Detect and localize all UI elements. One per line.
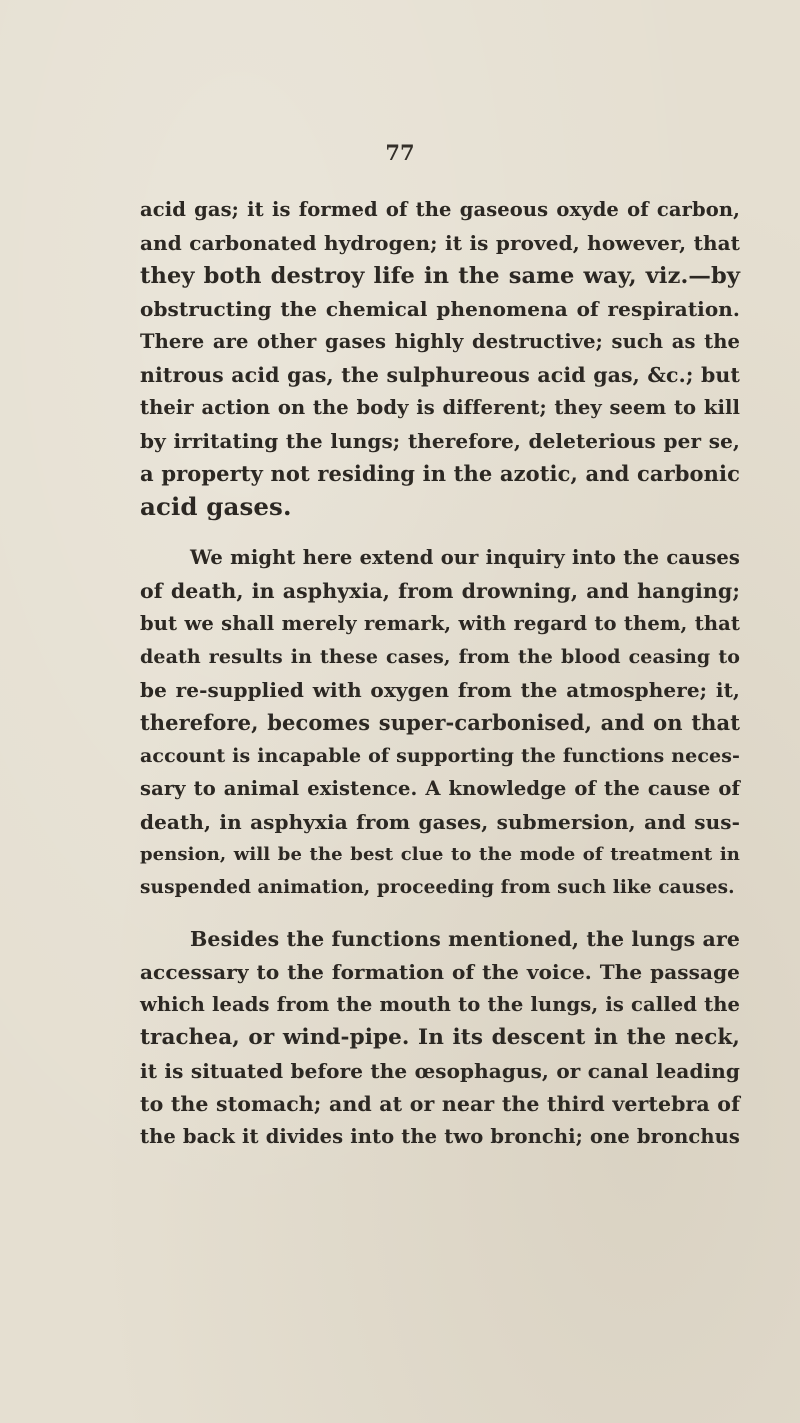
text-line: by irritating the lungs; therefore, deleterious per se, xyxy=(140,429,740,453)
text-line: Besides the functions mentioned, the lungs are xyxy=(190,927,740,951)
page-number: 77 xyxy=(385,140,415,165)
text-line: it is situated before the œsophagus, or canal leading xyxy=(140,1059,740,1083)
text-line: be re-supplied with oxygen from the atmosphere; it, xyxy=(140,678,740,702)
text-line: death results in these cases, from the blood ceasing to xyxy=(140,646,740,668)
text-line: their action on the body is different; they seem to kill xyxy=(140,396,740,419)
text-line: acid gases. xyxy=(140,492,292,521)
text-line: the back it divides into the two bronchi; one bronchus xyxy=(140,1125,740,1148)
text-line: therefore, becomes super-carbonised, and on that xyxy=(140,710,740,735)
text-line: nitrous acid gas, the sulphureous acid gas, &c.; but xyxy=(140,363,740,387)
text-line: to the stomach; and at or near the third vertebra of xyxy=(140,1092,740,1116)
text-line: suspended animation, proceeding from such like causes. xyxy=(140,877,735,898)
text-line: a property not residing in the azotic, and carbonic xyxy=(140,461,740,486)
text-line: We might here extend our inquiry into the causes xyxy=(190,546,740,569)
text-line: accessary to the formation of the voice. The passage xyxy=(140,960,740,984)
text-line: but we shall merely remark, with regard to them, that xyxy=(140,612,740,635)
text-line: account is incapable of supporting the functions neces- xyxy=(140,745,740,767)
text-line: of death, in asphyxia, from drowning, and hanging; xyxy=(140,579,740,603)
text-line: obstructing the chemical phenomena of respiration. xyxy=(140,297,740,321)
text-line: pension, will be the best clue to the mode of treatment in xyxy=(140,844,740,865)
text-line: which leads from the mouth to the lungs, is called the xyxy=(140,993,740,1016)
text-line: they both destroy life in the same way, viz.—by xyxy=(140,263,740,289)
text-line: acid gas; it is formed of the gaseous oxyde of carbon, xyxy=(140,198,740,221)
text-line: and carbonated hydrogen; it is proved, however, that xyxy=(140,231,740,255)
text-line: There are other gases highly destructive; such as the xyxy=(140,330,740,353)
text-line: death, in asphyxia from gases, submersion, and sus- xyxy=(140,810,740,834)
text-line: trachea, or wind-pipe. In its descent in the neck, xyxy=(140,1025,740,1050)
text-line: sary to animal existence. A knowledge of the cause of xyxy=(140,777,740,800)
